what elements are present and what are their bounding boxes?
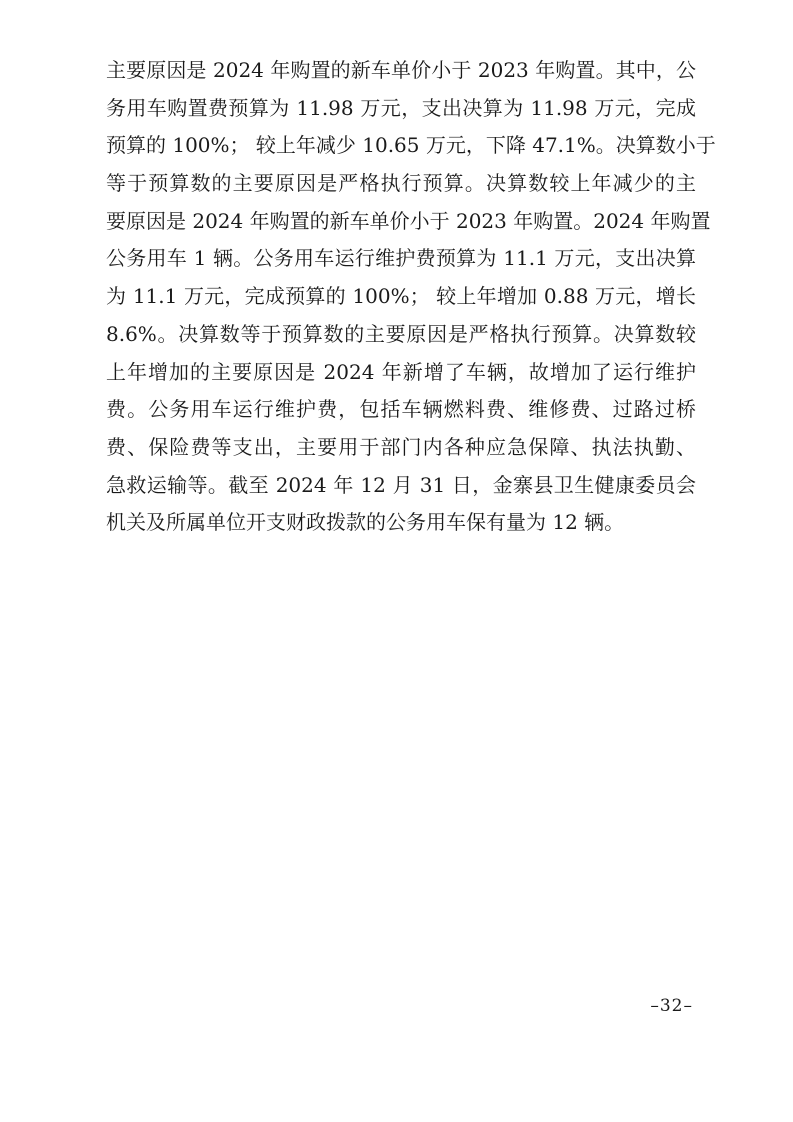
text-line: 要原因是 2024 年购置的新车单价小于 2023 年购置。2024 年购置 <box>106 208 711 233</box>
text-line: 预算的 100%； 较上年减少 10.65 万元，下降 47.1%。决算数小于 <box>106 133 716 158</box>
text-line: 为 11.1 万元，完成预算的 100%； 较上年增加 0.88 万元，增长 <box>106 284 696 309</box>
text-line: 费、保险费等支出，主要用于部门内各种应急保障、执法执勤、 <box>106 434 696 459</box>
text-line-last: 机关及所属单位开支财政拨款的公务用车保有量为 12 辆。 <box>106 510 625 535</box>
text-line: 等于预算数的主要原因是严格执行预算。决算数较上年减少的主 <box>106 171 696 196</box>
text-line: 急救运输等。截至 2024 年 12 月 31 日，金寨县卫生健康委员会 <box>106 472 696 497</box>
text-line: 上年增加的主要原因是 2024 年新增了车辆，故增加了运行维护 <box>106 359 696 384</box>
text-line: 公务用车 1 辆。公务用车运行维护费预算为 11.1 万元，支出决算 <box>106 246 696 271</box>
text-line: 8.6%。决算数等于预算数的主要原因是严格执行预算。决算数较 <box>106 321 696 346</box>
text-line: 务用车购置费预算为 11.98 万元，支出决算为 11.98 万元，完成 <box>106 95 696 120</box>
text-line: 费。公务用车运行维护费，包括车辆燃料费、维修费、过路过桥 <box>106 397 696 422</box>
body-paragraph <box>106 52 716 542</box>
page-number: –32– <box>650 996 693 1016</box>
text-line: 主要原因是 2024 年购置的新车单价小于 2023 年购置。其中，公 <box>106 58 696 82</box>
